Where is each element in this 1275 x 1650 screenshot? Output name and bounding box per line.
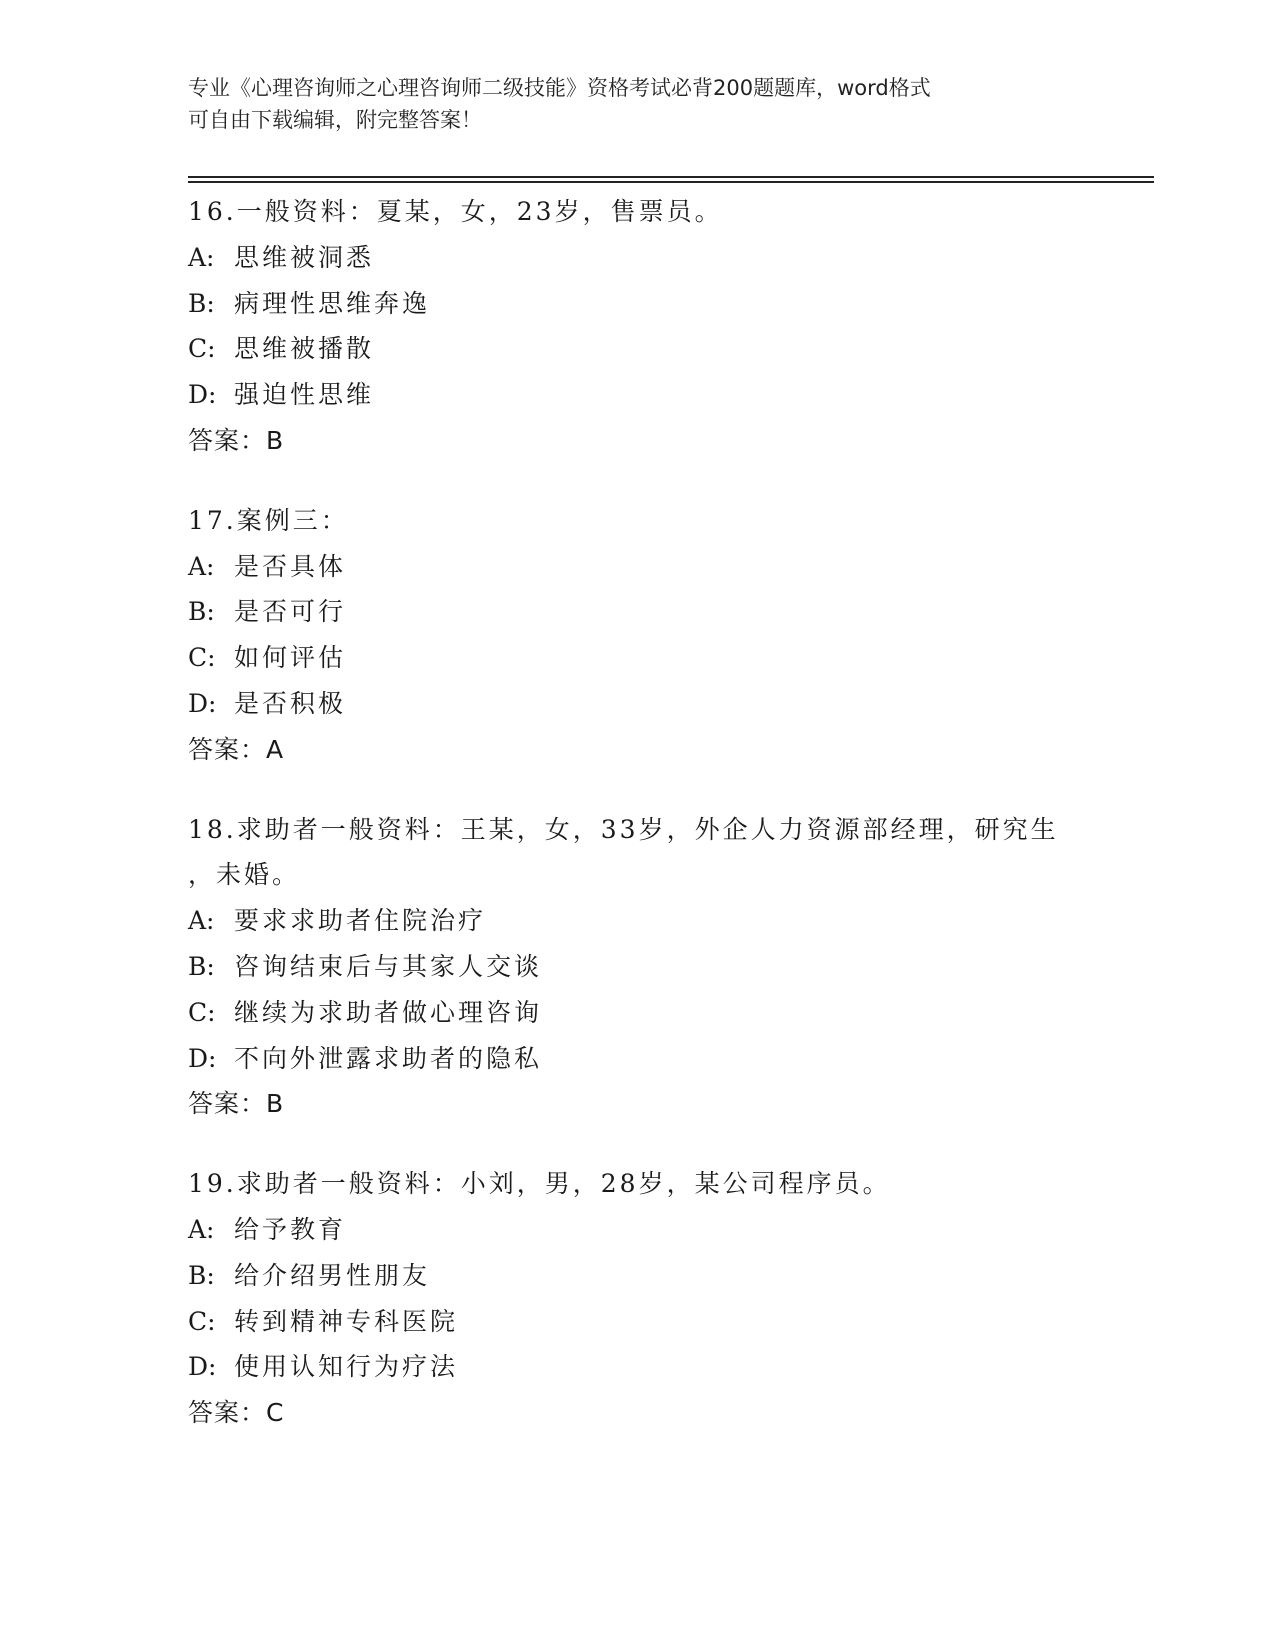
option-text: 是否积极 — [234, 688, 347, 718]
option-key: A: — [188, 1214, 215, 1244]
option-a — [188, 235, 1138, 281]
option-b — [188, 281, 1138, 327]
option-key: C: — [188, 1306, 216, 1336]
question-list — [188, 189, 1138, 1470]
answer-line: 答案：A — [188, 734, 285, 764]
option-a — [188, 898, 1138, 944]
option-text: 是否具体 — [234, 551, 347, 581]
question-17 — [188, 498, 1138, 773]
option-text: 给予教育 — [234, 1214, 347, 1244]
question-stem: 18.求助者一般资料：王某，女，33岁，外企人力资源部经理，研究生 — [188, 814, 1059, 844]
option-d — [188, 372, 1138, 418]
option-a — [188, 544, 1138, 590]
header-divider-bottom — [188, 181, 1154, 183]
option-text: 要求求助者住院治疗 — [234, 906, 487, 936]
option-d — [188, 1344, 1138, 1390]
option-text: 转到精神专科医院 — [234, 1306, 459, 1336]
option-text: 强迫性思维 — [234, 380, 375, 410]
option-key: A: — [188, 551, 215, 581]
option-text: 继续为求助者做心理咨询 — [234, 997, 543, 1027]
option-text: 如何评估 — [234, 643, 347, 673]
option-key: B: — [188, 597, 215, 627]
option-b — [188, 1253, 1138, 1299]
document-header — [188, 72, 1088, 136]
option-key: D: — [188, 1043, 217, 1073]
option-key: D: — [188, 1352, 217, 1382]
answer-line: 答案：B — [188, 1089, 285, 1119]
option-text: 给介绍男性朋友 — [234, 1260, 431, 1290]
question-18 — [188, 807, 1138, 1128]
option-key: A: — [188, 906, 215, 936]
option-c — [188, 635, 1138, 681]
option-key: D: — [188, 380, 217, 410]
question-16 — [188, 189, 1138, 464]
option-key: A: — [188, 242, 215, 272]
option-text: 病理性思维奔逸 — [234, 288, 431, 318]
option-text: 是否可行 — [234, 597, 347, 627]
option-key: B: — [188, 1260, 215, 1290]
option-c — [188, 990, 1138, 1036]
option-text: 咨询结束后与其家人交谈 — [234, 951, 543, 981]
header-divider-top — [188, 176, 1154, 178]
option-text: 思维被洞悉 — [234, 242, 375, 272]
question-stem: 19.求助者一般资料：小刘，男，28岁，某公司程序员。 — [188, 1169, 891, 1199]
option-text: 使用认知行为疗法 — [234, 1352, 459, 1382]
option-key: C: — [188, 334, 216, 364]
option-d — [188, 1036, 1138, 1082]
option-d — [188, 681, 1138, 727]
question-stem: 17.案例三： — [188, 505, 349, 535]
question-stem-continuation: ，未婚。 — [188, 860, 301, 890]
header-title-line-2: 可自由下载编辑，附完整答案！ — [188, 108, 482, 132]
answer-line: 答案：C — [188, 1398, 285, 1428]
option-key: C: — [188, 997, 216, 1027]
option-key: B: — [188, 288, 215, 318]
question-stem: 16.一般资料：夏某，女，23岁，售票员。 — [188, 197, 723, 226]
option-a — [188, 1207, 1138, 1253]
option-b — [188, 944, 1138, 990]
option-text: 不向外泄露求助者的隐私 — [234, 1043, 543, 1073]
option-text: 思维被播散 — [234, 334, 375, 364]
option-c — [188, 326, 1138, 372]
option-b — [188, 589, 1138, 635]
answer-line: 答案：B — [188, 425, 285, 455]
option-key: C: — [188, 643, 216, 673]
header-title-line-1: 专业《心理咨询师之心理咨询师二级技能》资格考试必背200题题库，word格式 — [188, 76, 931, 100]
question-19 — [188, 1161, 1138, 1436]
option-c — [188, 1299, 1138, 1345]
option-key: B: — [188, 951, 215, 981]
option-key: D: — [188, 688, 217, 718]
